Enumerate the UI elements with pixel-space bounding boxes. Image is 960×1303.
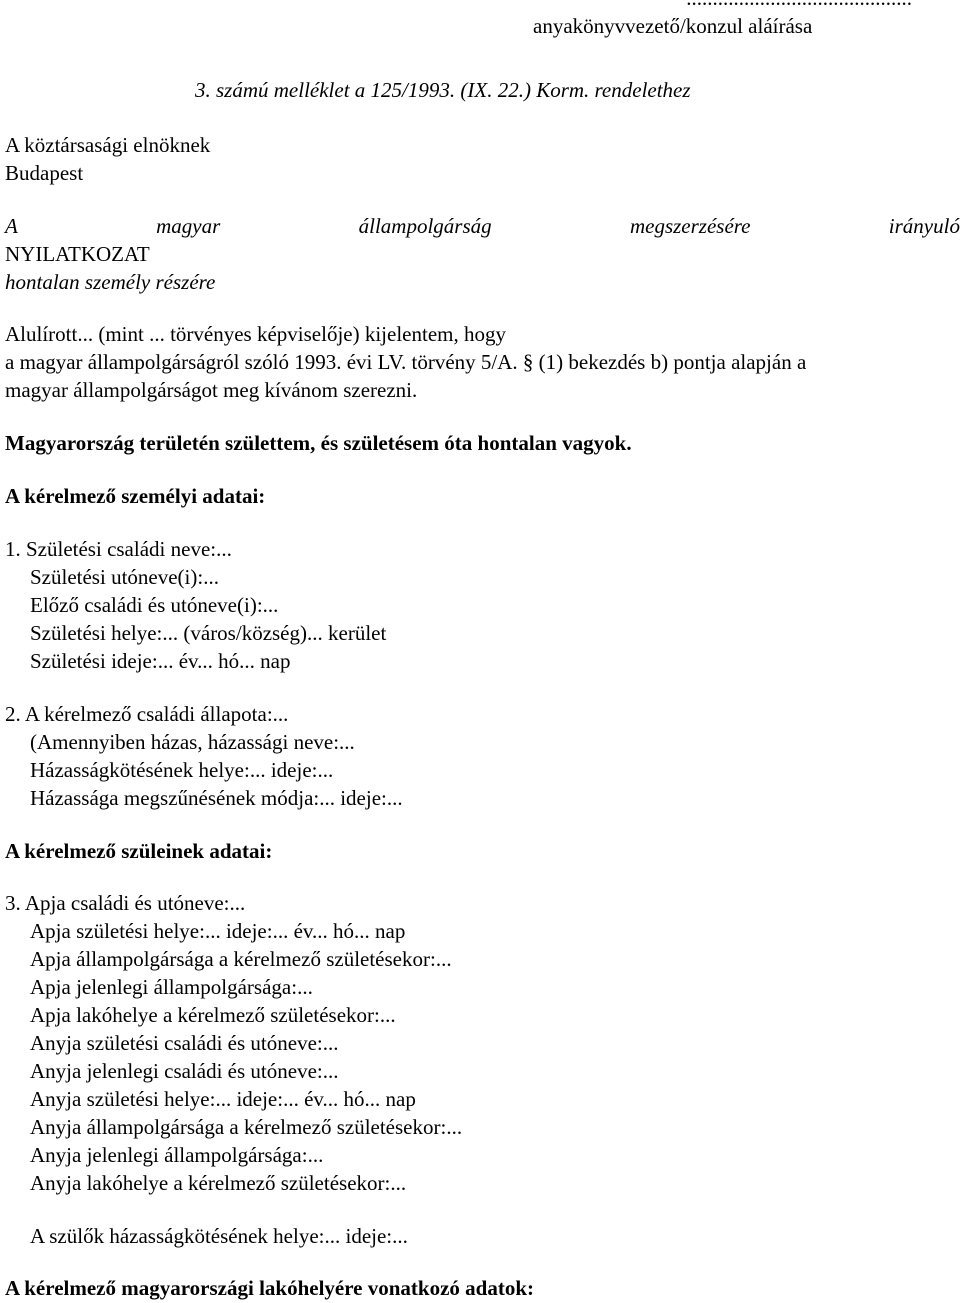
document-title-line-1 (5, 216, 960, 237)
field-mother-citizenship-at-birth: Anyja állampolgársága a kérelmező születésekor:... (30, 1115, 463, 1139)
field-father-name: 3. Apja családi és utóneve:... (5, 891, 246, 915)
field-birth-given-name: Születési utóneve(i):... (30, 565, 219, 589)
field-parents-marriage: A szülők házasságkötésének helye:... ideje:... (30, 1224, 408, 1248)
parents-heading: A kérelmező szüleinek adatai: (5, 839, 273, 863)
field-previous-name: Előző családi és utóneve(i):... (30, 593, 279, 617)
field-married-name: (Amennyiben házas, házassági neve:... (30, 730, 355, 754)
field-mother-birth: Anyja születési helye:... ideje:... év... hó... nap (30, 1087, 416, 1111)
signature-dots (686, 0, 912, 9)
field-father-birth: Apja születési helye:... ideje:... év... hó... nap (30, 919, 406, 943)
field-mother-birth-name: Anyja születési családi és utóneve:... (30, 1031, 339, 1055)
field-marital-status: 2. A kérelmező családi állapota:... (5, 702, 289, 726)
field-father-residence: Apja lakóhelye a kérelmező születésekor:... (30, 1003, 396, 1027)
field-marriage-end: Házassága megszűnésének módja:... ideje:... (30, 786, 403, 810)
signature-caption: anyakönyvvezető/konzul aláírása (533, 14, 813, 38)
intro-line-3: magyar állampolgárságot meg kívánom szerezni. (5, 378, 418, 402)
addressee-line-2: Budapest (5, 161, 84, 185)
intro-line-2: a magyar állampolgárságról szóló 1993. évi LV. törvény 5/A. § (1) bekezdés b) pontja alapján a (5, 350, 807, 374)
field-marriage-place: Házasságkötésének helye:... ideje:... (30, 758, 334, 782)
statement: Magyarország területén születtem, és születésem óta hontalan vagyok. (5, 431, 632, 455)
field-mother-residence: Anyja lakóhelye a kérelmező születésekor:... (30, 1171, 407, 1195)
field-mother-current-name: Anyja jelenlegi családi és utóneve:... (30, 1059, 339, 1083)
title-word: magyar (156, 214, 221, 238)
document-title-line-2: NYILATKOZAT (5, 242, 150, 266)
residence-heading: A kérelmező magyarországi lakóhelyére vonatkozó adatok: (5, 1276, 535, 1300)
annex-reference: 3. számú melléklet a 125/1993. (IX. 22.) Korm. rendelethez (195, 78, 691, 102)
addressee-line-1: A köztársasági elnöknek (5, 133, 211, 157)
title-word: állampolgárság (358, 214, 492, 238)
title-word: irányuló (888, 214, 960, 238)
field-mother-citizenship-now: Anyja jelenlegi állampolgársága:... (30, 1143, 324, 1167)
title-word: A (5, 214, 18, 238)
field-birth-surname: 1. Születési családi neve:... (5, 537, 232, 561)
field-birth-place: Születési helye:... (város/község)... kerület (30, 621, 387, 645)
field-father-citizenship-now: Apja jelenlegi állampolgársága:... (30, 975, 313, 999)
applicant-heading: A kérelmező személyi adatai: (5, 484, 266, 508)
document-title-line-3: hontalan személy részére (5, 270, 216, 294)
field-father-citizenship-at-birth: Apja állampolgársága a kérelmező születésekor:... (30, 947, 452, 971)
intro-line-1: Alulírott... (mint ... törvényes képviselője) kijelentem, hogy (5, 322, 506, 346)
field-birth-date: Születési ideje:... év... hó... nap (30, 649, 291, 673)
title-word: megszerzésére (629, 214, 751, 238)
